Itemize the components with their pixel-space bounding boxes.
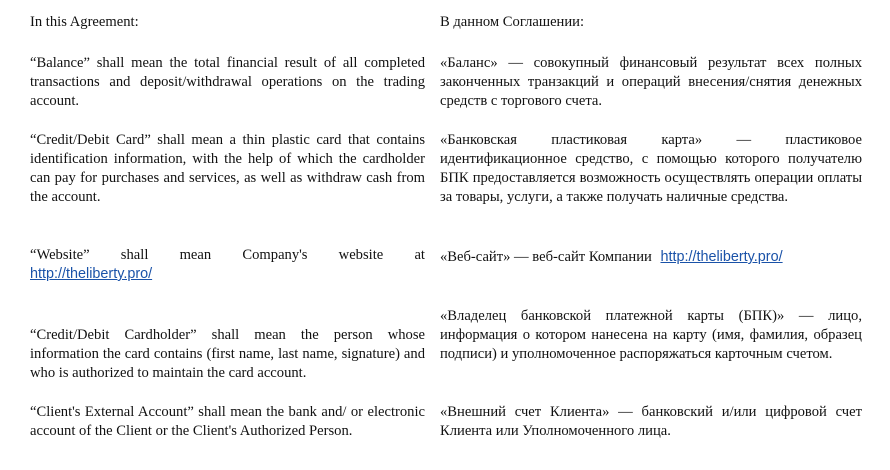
- russian-website-text: «Веб-сайт» — веб-сайт Компании: [440, 249, 652, 265]
- english-heading: In this Agreement:: [30, 14, 139, 30]
- russian-external-account-definition: «Внешний счет Клиента» — банковский и/или цифровой счет Клиента или Уполномоченного лица.: [440, 404, 862, 439]
- english-website-link[interactable]: http://theliberty.pro/: [30, 266, 153, 282]
- russian-website-definition: [440, 248, 862, 267]
- english-website-definition: [30, 246, 425, 284]
- english-card-definition: “Credit/Debit Card” shall mean a thin plastic card that contains identification information, with the help of which the cardholder can pay for purchases and services, as well as withdraw cash from the account.: [30, 132, 425, 205]
- russian-card-definition: «Банковская пластиковая карта» — пластиковое идентификационное средство, с помощью которого получателю БПК предоставляется возможность осуществлять операции оплаты за товары, услуги, а также получать наличные средства.: [440, 132, 862, 205]
- english-balance-definition: “Balance” shall mean the total financial result of all completed transactions and deposit/withdrawal operations on the trading account.: [30, 55, 425, 109]
- english-cardholder-definition: “Credit/Debit Cardholder” shall mean the person whose information the card contains (first name, last name, signature) and who is authorized to maintain the card account.: [30, 327, 425, 381]
- english-external-account-definition: “Client's External Account” shall mean the bank and/ or electronic account of the Client or the Client's Authorized Person.: [30, 404, 425, 439]
- russian-heading: В данном Соглашении:: [440, 14, 585, 30]
- russian-cardholder-definition: «Владелец банковской платежной карты (БПК)» — лицо, информация о котором нанесена на карту (имя, фамилия, образец подписи) и уполномоченное распоряжаться карточным счетом.: [440, 308, 862, 362]
- russian-website-link[interactable]: http://theliberty.pro/: [660, 249, 783, 265]
- english-website-text: “Website” shall mean Company's website at: [30, 247, 425, 263]
- russian-balance-definition: «Баланс» — совокупный финансовый результат всех полных законченных транзакций и операций внесения/снятия денежных средств с торгового счета.: [440, 55, 862, 109]
